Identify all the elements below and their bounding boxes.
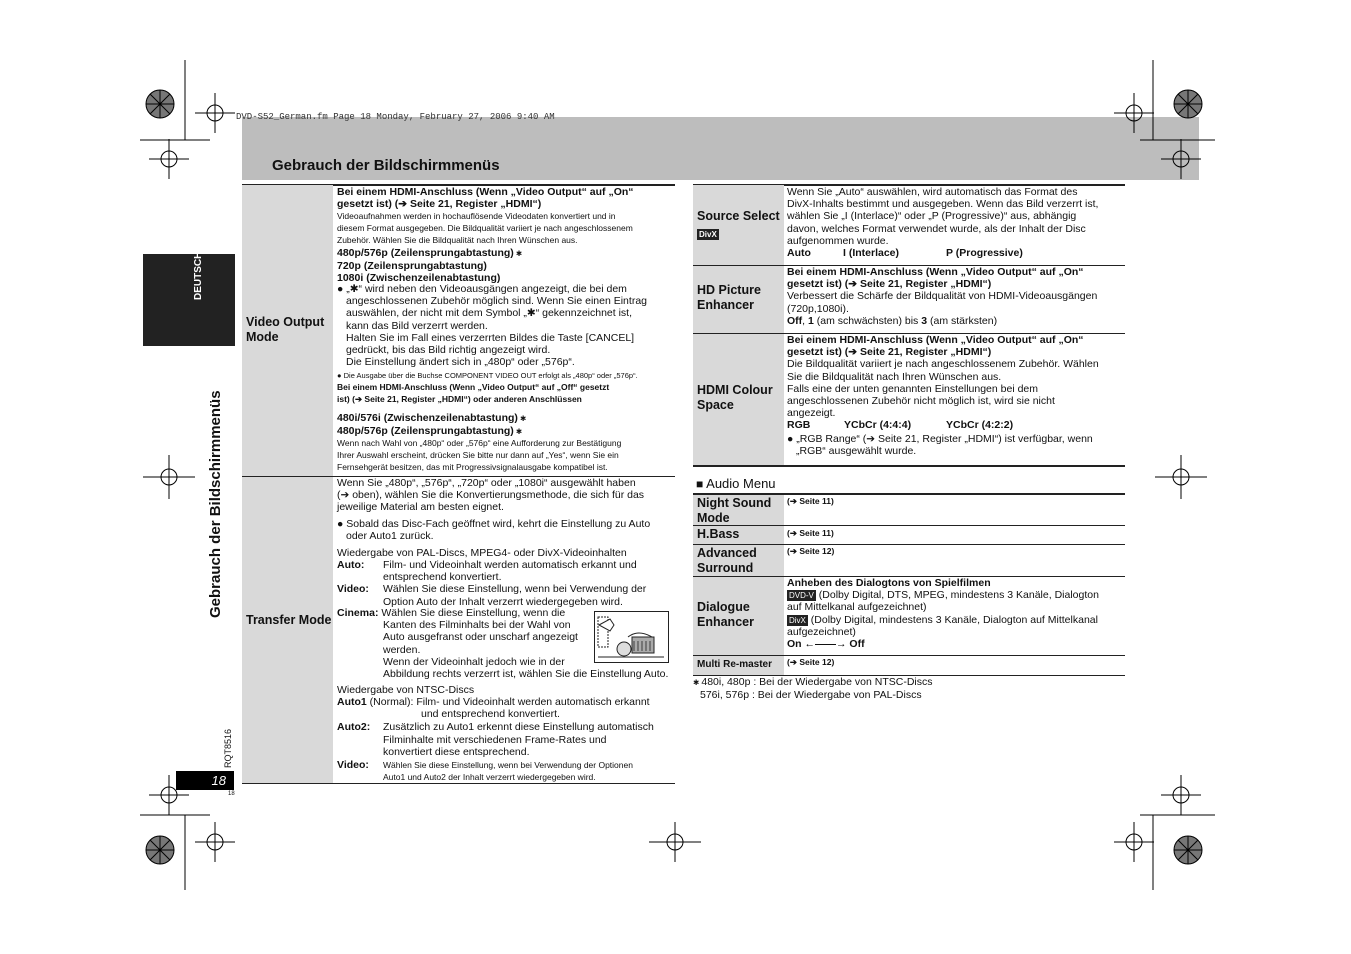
source-select-desc: Wenn Sie „Auto“ auswählen, wird automatisch das Format des DivX-Inhalts bestimmt und ausgegeben. Wenn das Bild verzerrt ist, wählen Sie „I (Interlace)“ oder „P (Progressive)“ aus, abhängig davon, welches Format verwendet wurde, als der Inhalt der Disc aufgenommen wurde. Auto I (Interlace) P (Progressive) [787, 186, 1099, 260]
video-output-label: Video Output Mode [242, 185, 333, 476]
pal-heading: Wiedergabe von PAL-Discs, MPEG4- oder DivX-Videoinhalten [337, 547, 627, 559]
video-output-desc: Videoaufnahmen werden in hochauflösende Videodaten konvertiert und in diesem Format ausgegeben. Die Bildqualität variiert je nach angeschlossenem Zubehör. Wählen Sie die Bildqualität nach Ihren Wünschen aus. [337, 211, 633, 245]
source-select-label: Source Select DivX [693, 185, 784, 265]
section-title: Gebrauch der Bildschirmmenüs [272, 157, 500, 174]
file-info: DVD-S52_German.fm Page 18 Monday, February 27, 2006 9:40 AM [236, 112, 555, 122]
hd-picture-desc: Bei einem HDMI-Anschluss (Wenn „Video Output“ auf „On“ gesetzt ist) (➔ Seite 21, Register „HDMI“) Verbessert die Schärfe der Bildqualität von HDMI-Videoausgängen (720p,1080i). Off, 1 (am schwächsten) bis 3 (am stärksten) [787, 266, 1098, 327]
advanced-surround-label: Advanced Surround [693, 545, 784, 576]
dialogue-enhancer-label: Dialogue Enhancer [693, 577, 784, 655]
divx-tag: DivX [789, 615, 806, 625]
page-number: 18 [176, 771, 234, 790]
doc-code: RQT8516 [223, 728, 233, 768]
transfer-intro: Wenn Sie „480p“, „576p“, „720p“ oder „1080i“ ausgewählt haben (➔ oben), wählen Sie die Konvertierungsmethode, die sich für das jeweilige Material am besten eignet. [337, 477, 645, 514]
pal-options: Auto: Film- und Videoinhalt werden automatisch erkannt und entsprechend konvertiert. Video: Wählen Sie diese Einstellung, wenn bei Verwendung der Option Auto der Inhalt verzerrt wiedergegeben wird. [337, 559, 647, 608]
video-output-bullet: ● „✱“ wird neben den Videoausgängen angezeigt, die bei dem angeschlossenen Zubehör möglich sind. Wenn Sie einen Eintrag auswählen, der nicht mit dem Symbol „✱“ gekennzeichnet ist, kann das Bild verzerrt werden. Halten Sie im Fall eines verzerrten Bildes die Taste [CANCEL] gedrückt, bis das Bild richtig angezeigt wird. Die Einstellung ändert sich in „480p“ oder „576p“. [337, 283, 647, 369]
footnotes: ✱ 480i, 480p : Bei der Wiedergabe von NTSC-Discs 576i, 576p : Bei der Wiedergabe von PAL-Discs [693, 676, 933, 702]
divx-tag: DivX [699, 230, 717, 239]
page-number-small: 18 [228, 791, 235, 797]
side-title: Gebrauch der Bildschirmmenüs [207, 390, 224, 618]
hbass-label: H.Bass [693, 526, 784, 544]
night-sound-ref: (➔ Seite 11) [787, 496, 834, 506]
hdmi-colour-desc: Bei einem HDMI-Anschluss (Wenn „Video Output“ auf „On“ gesetzt ist) (➔ Seite 21, Register „HDMI“) Die Bildqualität variiert je nach angeschlossenem Zubehör. Wählen Sie die Bildqualität nach Ihren Wünschen aus. Falls eine der unten genannten Einstellungen bei dem angeschlossenen Zubehör nicht möglich ist, wird sie nicht angezeigt. RGB YCbCr (4:4:4) YCbCr (4:2:2) ● „RGB Range“ (➔ Seite 21, Register „HDMI“) ist verfügbar, wenn „RGB“ ausgewählt wurde. [787, 334, 1099, 457]
hbass-ref: (➔ Seite 11) [787, 528, 834, 538]
dvd-v-tag: DVD-V [789, 591, 814, 601]
hdmi-on-heading: Bei einem HDMI-Anschluss (Wenn „Video Output“ auf „On“ gesetzt ist) (➔ Seite 21, Register „HDMI“) [337, 186, 634, 211]
hdmi-colour-label: HDMI Colour Space [693, 334, 784, 465]
language-tab-label: DEUTSCH [193, 251, 204, 300]
progressive-warning: Wenn nach Wahl von „480p“ oder „576p“ eine Aufforderung zur Bestätigung Ihrer Auswahl erscheint, drücken Sie bitte nur dann auf „Yes“, wenn Sie ein Fernsehgerät besitzen, das mit Progressivsignalausgabe kompatibel ist. [337, 438, 622, 472]
advanced-surround-ref: (➔ Seite 12) [787, 546, 835, 556]
cinema-option: Cinema: Wählen Sie diese Einstellung, wenn die Kanten des Filminhalts bei der Wahl von Auto ausgefranst oder unscharf angezeigt werden. Wenn der Videoinhalt jedoch wie in der Abbildung rechts verzerrt ist, wählen Sie die Einstellung Auto. [337, 607, 669, 681]
dialogue-enhancer-desc: Anheben des Dialogtons von Spielfilmen DVD-V (Dolby Digital, DTS, MPEG, mindestens 3 Kanäle, Dialogton auf Mittelkanal aufgezeichnet) DivX (Dolby Digital, mindestens 3 Kanäle, Dialogton auf Mittelkanal aufgezeichnet) On ←——→ Off [787, 577, 1099, 651]
multi-remaster-ref: (➔ Seite 12) [787, 657, 835, 667]
component-note: ● Die Ausgabe über die Buchse COMPONENT VIDEO OUT erfolgt als „480p“ oder „576p“. [337, 371, 638, 380]
transfer-mode-label: Transfer Mode [242, 477, 333, 783]
hd-picture-label: HD Picture Enhancer [693, 266, 784, 333]
hdmi-off-heading: Bei einem HDMI-Anschluss (Wenn „Video Output“ auf „Off“ gesetzt ist) (➔ Seite 21, Register „HDMI“) oder anderen Anschlüssen [337, 382, 610, 404]
multi-remaster-label: Multi Re-master [693, 656, 784, 675]
audio-menu-heading: ■ Audio Menu [696, 476, 776, 491]
transfer-bullet: ● Sobald das Disc-Fach geöffnet wird, kehrt die Einstellung zu Auto oder Auto1 zurück. [337, 518, 651, 543]
video-output-options-2: 480i/576i (Zwischenzeilenabtastung) ✱ 480p/576p (Zeilensprungabtastung) ✱ [337, 412, 527, 438]
night-sound-label: Night Sound Mode [693, 495, 784, 525]
video-output-options: 480p/576p (Zeilensprungabtastung) ✱ 720p (Zeilensprungabtastung) 1080i (Zwischenzeilenabtastung) [337, 247, 523, 285]
ntsc-heading: Wiedergabe von NTSC-Discs [337, 684, 475, 696]
ntsc-options: Auto1 (Normal): Film- und Videoinhalt werden automatisch erkannt und entsprechend konvertiert. Auto2: Zusätzlich zu Auto1 erkennt diese Einstellung automatisch Filminhalte mit verschiedenen Frame-Rates und konvertiert diese entsprechend. Video: Wählen Sie diese Einstellung, wenn bei Verwendung der Optionen Auto1 und Auto2 der Inhalt verzerrt wiedergegeben wird. [337, 696, 654, 783]
